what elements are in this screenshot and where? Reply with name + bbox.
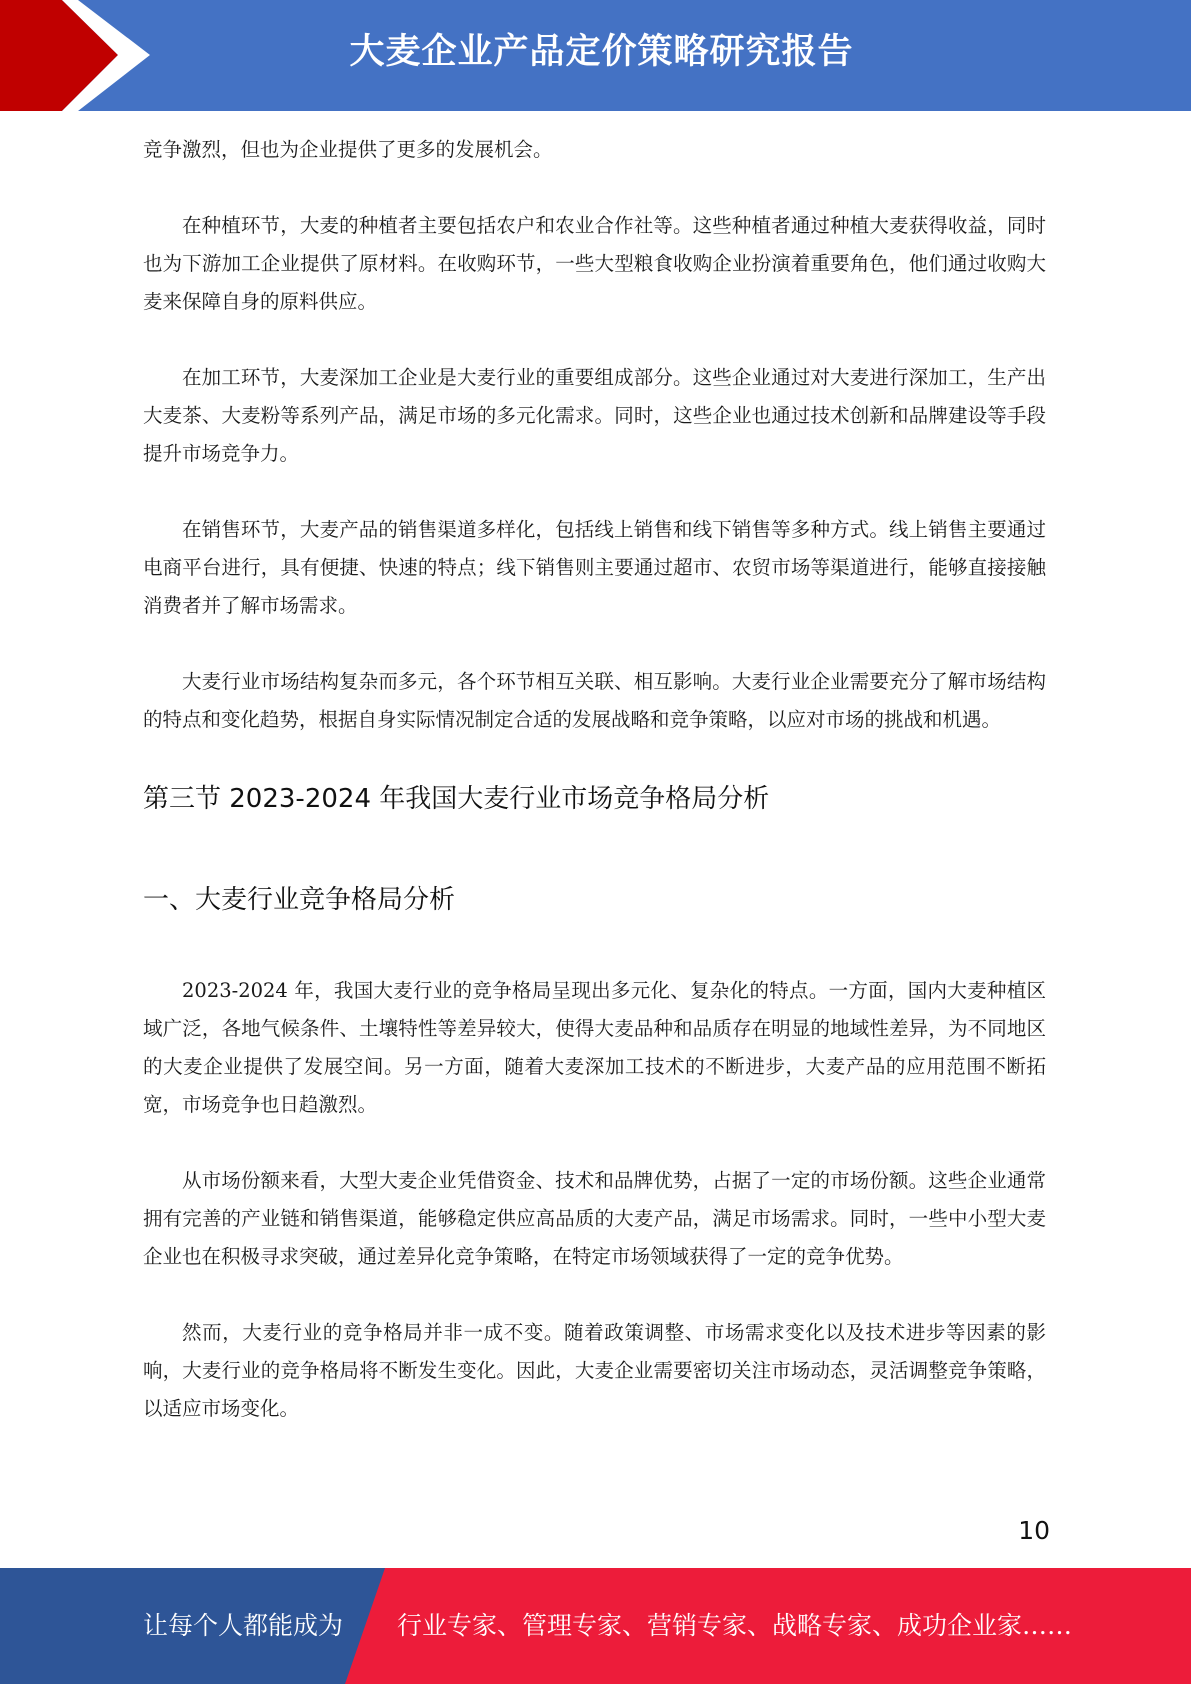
paragraph-1: 竞争激烈，但也为企业提供了更多的发展机会。 (143, 138, 553, 161)
section-heading: 第三节 2023-2024 年我国大麦行业市场竞争格局分析 (143, 784, 770, 814)
paragraph-8: 然而，大麦行业的竞争格局并非一成不变。随着政策调整、市场需求变化以及技术进步等因素的影响，大麦行业的竞争格局将不断发生变化。因此，大麦企业需要密切关注市场动态，灵活调整竞争策略，以适应市场变化。 (143, 1321, 1046, 1420)
paragraph-5: 大麦行业市场结构复杂而多元，各个环节相互关联、相互影响。大麦行业企业需要充分了解市场结构的特点和变化趋势，根据自身实际情况制定合适的发展战略和竞争策略，以应对市场的挑战和机遇。 (143, 670, 1046, 731)
paragraph-6: 2023-2024 年，我国大麦行业的竞争格局呈现出多元化、复杂化的特点。一方面，国内大麦种植区域广泛，各地气候条件、土壤特性等差异较大，使得大麦品种和品质存在明显的地域性差异，为不同地区的大麦企业提供了发展空间。另一方面，随着大麦深加工技术的不断进步，大麦产品的应用范围不断拓宽，市场竞争也日趋激烈。 (143, 979, 1046, 1116)
document-body (143, 131, 1046, 1428)
paragraph-7: 从市场份额来看，大型大麦企业凭借资金、技术和品牌优势，占据了一定的市场份额。这些企业通常拥有完善的产业链和销售渠道，能够稳定供应高品质的大麦产品，满足市场需求。同时，一些中小型大麦企业也在积极寻求突破，通过差异化竞争策略，在特定市场领域获得了一定的竞争优势。 (143, 1169, 1046, 1268)
footer-slogan-right: 行业专家、管理专家、营销专家、战略专家、成功企业家…… (397, 1611, 1073, 1640)
paragraph-2: 在种植环节，大麦的种植者主要包括农户和农业合作社等。这些种植者通过种植大麦获得收益，同时也为下游加工企业提供了原材料。在收购环节，一些大型粮食收购企业扮演着重要角色，他们通过收购大麦来保障自身的原料供应。 (143, 214, 1046, 313)
page-footer (0, 1568, 1191, 1684)
paragraph-3: 在加工环节，大麦深加工企业是大麦行业的重要组成部分。这些企业通过对大麦进行深加工，生产出大麦茶、大麦粉等系列产品，满足市场的多元化需求。同时，这些企业也通过技术创新和品牌建设等手段提升市场竞争力。 (143, 366, 1046, 465)
report-title: 大麦企业产品定价策略研究报告 (349, 32, 854, 72)
paragraph-4: 在销售环节，大麦产品的销售渠道多样化，包括线上销售和线下销售等多种方式。线上销售主要通过电商平台进行，具有便捷、快速的特点；线下销售则主要通过超市、农贸市场等渠道进行，能够直接接触消费者并了解市场需求。 (143, 518, 1046, 617)
page-header (0, 0, 1191, 111)
footer-slogan-left: 让每个人都能成为 (143, 1611, 344, 1640)
subsection-heading: 一、大麦行业竞争格局分析 (143, 885, 456, 915)
page-number: 10 (1018, 1516, 1050, 1545)
